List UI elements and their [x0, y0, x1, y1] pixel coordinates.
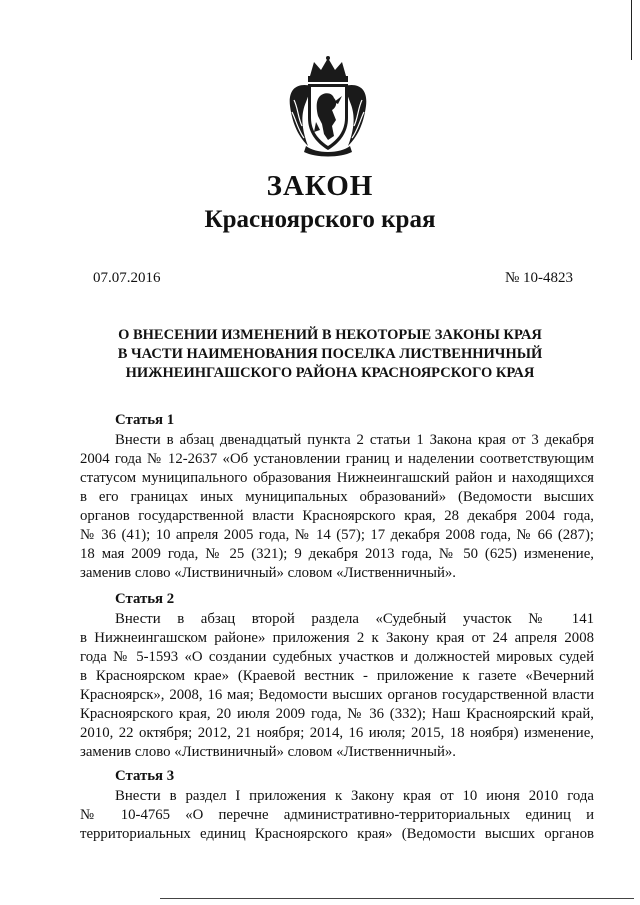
scan-edge-line	[631, 0, 632, 60]
article-text-line: в его границах иных муниципальных образований» (Ведомости высших	[80, 489, 594, 505]
law-heading-line: О ВНЕСЕНИИ ИЗМЕНЕНИЙ В НЕКОТОРЫЕ ЗАКОНЫ КРАЯ	[118, 327, 542, 343]
article-text-line: территориальных единиц Красноярского края» (Ведомости высших органов	[80, 826, 594, 842]
article-text-line: в Нижнеингашском районе» приложения 2 к Закону края от 24 апреля 2008	[80, 630, 594, 646]
document-subtitle: Красноярского края	[204, 206, 436, 233]
article-text-line: статусом муниципального образования Нижнеингашский район и находящихся	[80, 470, 594, 486]
article-title: Статья 3	[115, 768, 175, 784]
scan-bottom-line	[160, 898, 634, 899]
article-text-line: Внести в раздел I приложения к Закону края от 10 июня 2010 года	[115, 788, 594, 804]
article-text-line: органов государственной власти Красноярского края, 28 декабря 2004 года,	[80, 508, 594, 524]
law-heading-line: НИЖНЕИНГАШСКОГО РАЙОНА КРАСНОЯРСКОГО КРАЯ	[125, 365, 535, 381]
article-text-line: Красноярск», 2008, 16 мая; Ведомости высших органов государственной власти	[80, 687, 594, 703]
law-heading-line: В ЧАСТИ НАИМЕНОВАНИЯ ПОСЕЛКА ЛИСТВЕННИЧНЫЙ	[117, 346, 543, 362]
article-text-line: № 10-4765 «О перечне административно-территориальных единиц и	[80, 807, 594, 823]
article-text-line: Внести в абзац двенадцатый пункта 2 статьи 1 Закона края от 3 декабря	[115, 432, 594, 448]
article-2	[80, 590, 594, 762]
document-title: ЗАКОН	[266, 170, 374, 202]
article-text-line: заменив слово «Листвиничный» словом «Лиственничный».	[80, 565, 456, 581]
article-text-line: Внести в абзац второй раздела «Судебный участок № 141	[115, 611, 594, 627]
article-text-line: 2004 года № 12-2637 «Об установлении границ и наделении соответствующим	[80, 451, 594, 467]
article-3	[80, 767, 594, 844]
article-text-line: года № 5-1593 «О создании судебных участков и должностей мировых судей	[80, 649, 594, 665]
document-number: № 10-4823	[505, 270, 574, 286]
article-text-line: в Красноярском крае» (Краевой вестник - приложение к газете «Вечерний	[80, 668, 594, 684]
document-date: 07.07.2016	[93, 270, 161, 286]
article-title: Статья 2	[115, 591, 175, 607]
article-text-line: № 36 (41); 10 апреля 2005 года, № 14 (57); 17 декабря 2008 года, № 66 (287);	[80, 527, 594, 543]
law-heading	[60, 326, 600, 383]
article-text-line: заменив слово «Листвиничный» словом «Лиственничный».	[80, 744, 456, 760]
coat-of-arms-emblem	[286, 56, 370, 158]
article-text-line: Красноярского края, 20 июля 2009 года, № 36 (332); Наш Красноярский край,	[80, 706, 594, 722]
article-text-line: 2010, 22 октября; 2012, 21 ноября; 2014, 16 июля; 2015, 18 ноября) изменение,	[80, 725, 594, 741]
article-1	[80, 411, 594, 583]
article-title: Статья 1	[115, 412, 175, 428]
article-text-line: 18 мая 2009 года, № 25 (321); 9 декабря 2013 года, № 50 (625) изменение,	[80, 546, 594, 562]
